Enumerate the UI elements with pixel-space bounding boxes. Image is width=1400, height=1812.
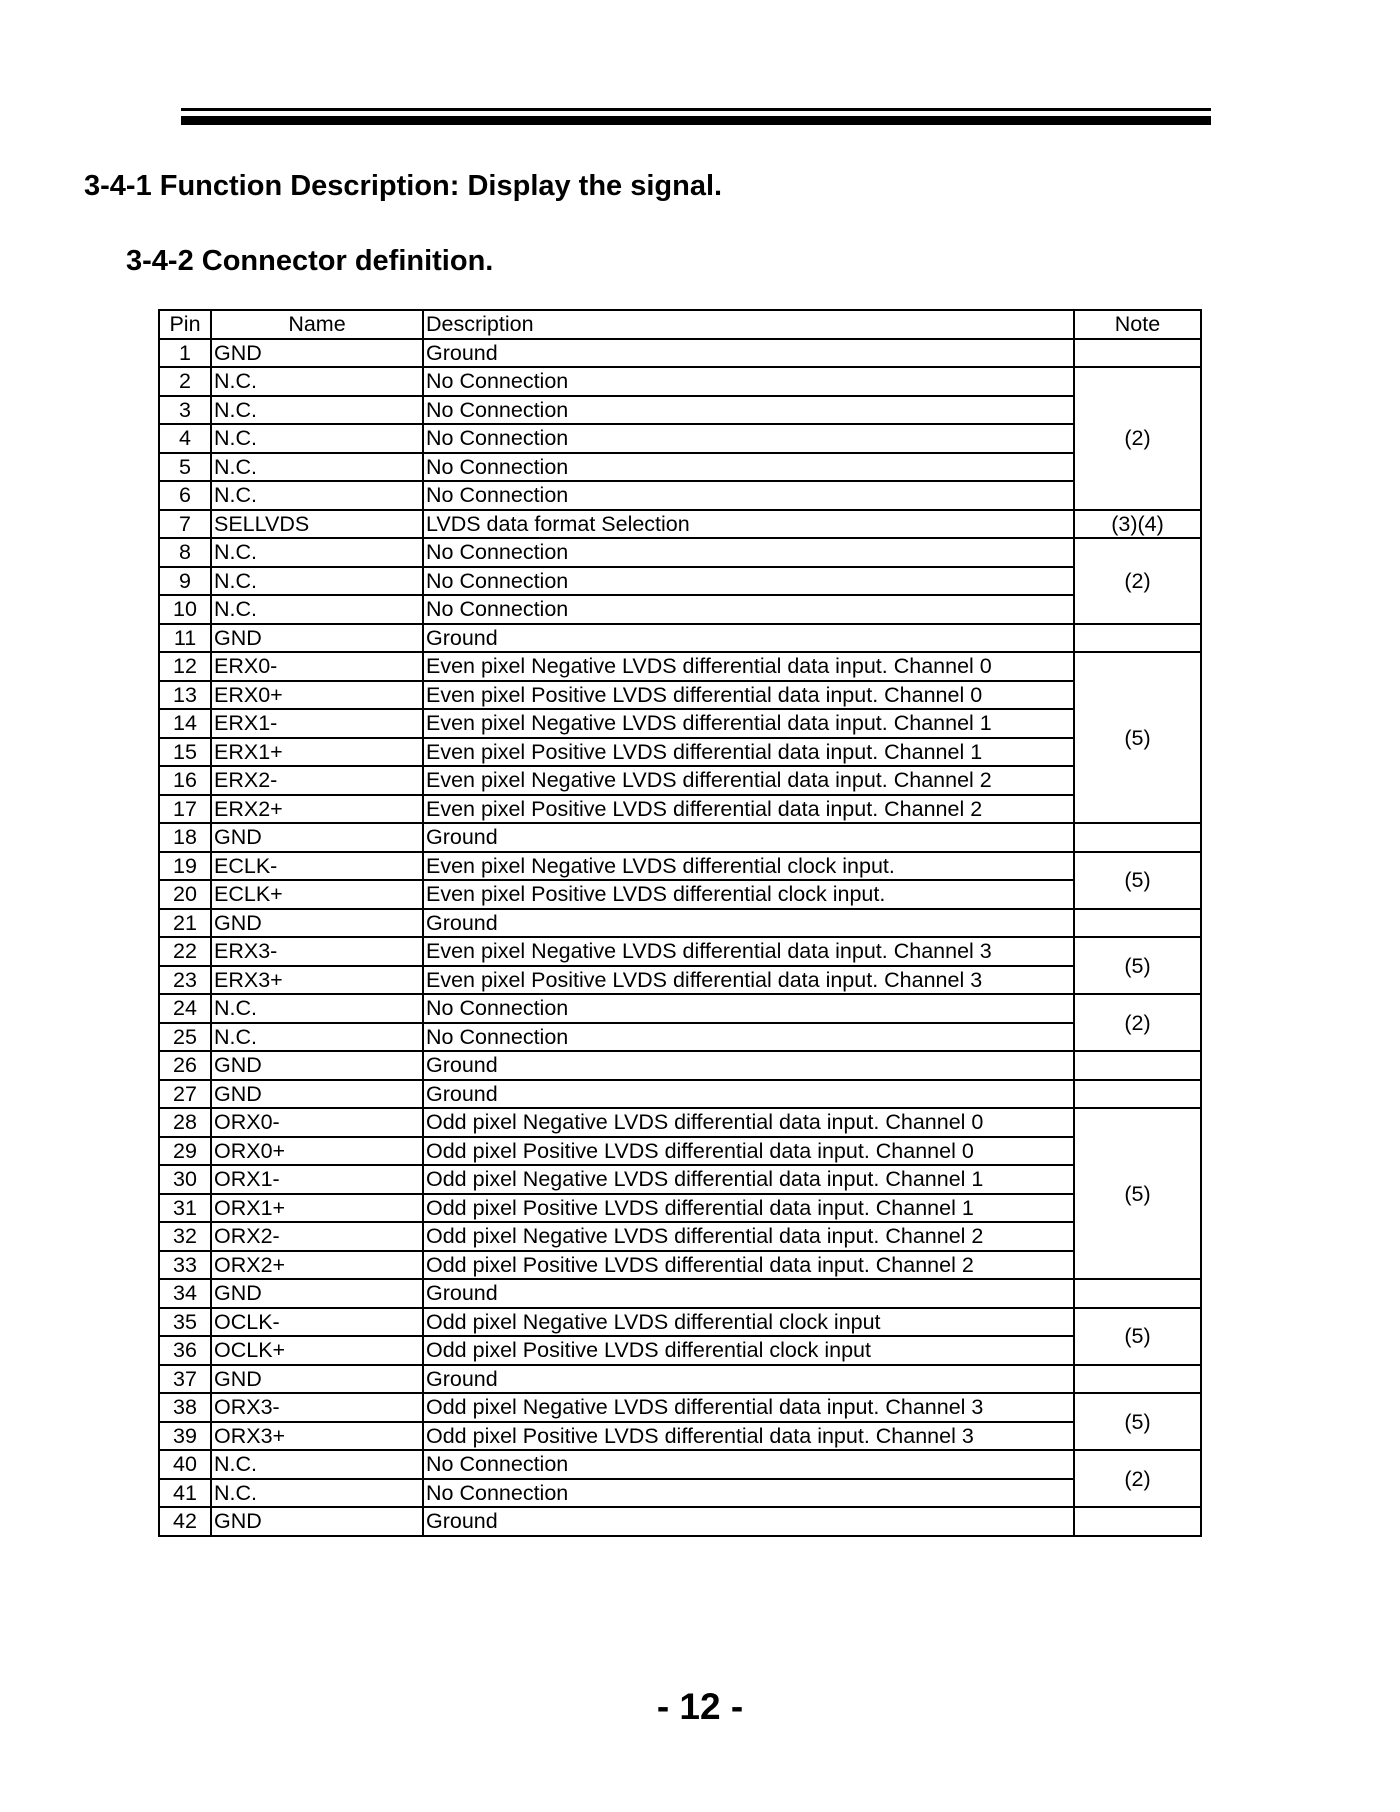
description-cell: Ground bbox=[423, 1080, 1074, 1109]
table-row bbox=[159, 1194, 1201, 1223]
pin-cell: 2 bbox=[159, 367, 211, 396]
pin-cell: 11 bbox=[159, 624, 211, 653]
pin-cell: 30 bbox=[159, 1165, 211, 1194]
name-cell: SELLVDS bbox=[211, 510, 423, 539]
description-cell: Ground bbox=[423, 624, 1074, 653]
table-body bbox=[159, 339, 1201, 1536]
note-cell bbox=[1074, 823, 1201, 852]
pin-cell: 17 bbox=[159, 795, 211, 824]
table-row bbox=[159, 1365, 1201, 1394]
name-cell: N.C. bbox=[211, 1450, 423, 1479]
name-cell: ORX0+ bbox=[211, 1137, 423, 1166]
description-cell: No Connection bbox=[423, 567, 1074, 596]
table-row bbox=[159, 1108, 1201, 1137]
name-cell: GND bbox=[211, 1051, 423, 1080]
name-cell: N.C. bbox=[211, 994, 423, 1023]
note-cell: (2) bbox=[1074, 538, 1201, 624]
pin-cell: 14 bbox=[159, 709, 211, 738]
pin-cell: 39 bbox=[159, 1422, 211, 1451]
note-cell: (2) bbox=[1074, 994, 1201, 1051]
description-cell: Ground bbox=[423, 1051, 1074, 1080]
description-cell: Even pixel Positive LVDS differential data input. Channel 3 bbox=[423, 966, 1074, 995]
subsection-title: 3-4-2 Connector definition. bbox=[126, 245, 494, 277]
name-cell: ERX0- bbox=[211, 652, 423, 681]
pin-cell: 29 bbox=[159, 1137, 211, 1166]
table-row bbox=[159, 1165, 1201, 1194]
note-cell: (5) bbox=[1074, 1308, 1201, 1365]
name-cell: N.C. bbox=[211, 567, 423, 596]
description-cell: Ground bbox=[423, 1365, 1074, 1394]
pin-cell: 23 bbox=[159, 966, 211, 995]
pin-cell: 32 bbox=[159, 1222, 211, 1251]
table-row bbox=[159, 880, 1201, 909]
name-cell: ERX2+ bbox=[211, 795, 423, 824]
note-cell bbox=[1074, 909, 1201, 938]
description-cell: Ground bbox=[423, 1507, 1074, 1536]
pin-cell: 21 bbox=[159, 909, 211, 938]
pin-cell: 12 bbox=[159, 652, 211, 681]
pin-cell: 41 bbox=[159, 1479, 211, 1508]
description-cell: Even pixel Positive LVDS differential data input. Channel 2 bbox=[423, 795, 1074, 824]
name-cell: N.C. bbox=[211, 481, 423, 510]
pin-cell: 24 bbox=[159, 994, 211, 1023]
description-cell: No Connection bbox=[423, 424, 1074, 453]
name-cell: GND bbox=[211, 1507, 423, 1536]
name-cell: OCLK+ bbox=[211, 1336, 423, 1365]
pin-cell: 35 bbox=[159, 1308, 211, 1337]
note-cell bbox=[1074, 1279, 1201, 1308]
pin-cell: 27 bbox=[159, 1080, 211, 1109]
header-rule-thin bbox=[181, 108, 1211, 111]
pin-cell: 13 bbox=[159, 681, 211, 710]
table-row bbox=[159, 567, 1201, 596]
table-row bbox=[159, 1507, 1201, 1536]
description-cell: Ground bbox=[423, 339, 1074, 368]
note-cell bbox=[1074, 1051, 1201, 1080]
table-row bbox=[159, 624, 1201, 653]
description-cell: LVDS data format Selection bbox=[423, 510, 1074, 539]
header-pin: Pin bbox=[159, 310, 211, 339]
table-row bbox=[159, 709, 1201, 738]
table-row bbox=[159, 966, 1201, 995]
table-row bbox=[159, 1336, 1201, 1365]
table-row bbox=[159, 595, 1201, 624]
pin-cell: 4 bbox=[159, 424, 211, 453]
table-row bbox=[159, 339, 1201, 368]
note-cell: (2) bbox=[1074, 1450, 1201, 1507]
name-cell: ERX1- bbox=[211, 709, 423, 738]
table-row bbox=[159, 909, 1201, 938]
table-row bbox=[159, 510, 1201, 539]
pin-cell: 19 bbox=[159, 852, 211, 881]
table-row bbox=[159, 852, 1201, 881]
note-cell bbox=[1074, 1080, 1201, 1109]
name-cell: ERX2- bbox=[211, 766, 423, 795]
table-row bbox=[159, 681, 1201, 710]
name-cell: ERX3+ bbox=[211, 966, 423, 995]
table-row bbox=[159, 1479, 1201, 1508]
name-cell: GND bbox=[211, 1279, 423, 1308]
table-row bbox=[159, 1051, 1201, 1080]
name-cell: N.C. bbox=[211, 1023, 423, 1052]
pin-cell: 9 bbox=[159, 567, 211, 596]
name-cell: N.C. bbox=[211, 1479, 423, 1508]
name-cell: ORX1+ bbox=[211, 1194, 423, 1223]
header-name: Name bbox=[211, 310, 423, 339]
pin-cell: 6 bbox=[159, 481, 211, 510]
pin-cell: 38 bbox=[159, 1393, 211, 1422]
table-row bbox=[159, 1279, 1201, 1308]
description-cell: Even pixel Negative LVDS differential data input. Channel 0 bbox=[423, 652, 1074, 681]
header-description: Description bbox=[423, 310, 1074, 339]
description-cell: No Connection bbox=[423, 1479, 1074, 1508]
note-cell: (5) bbox=[1074, 1108, 1201, 1279]
name-cell: ERX0+ bbox=[211, 681, 423, 710]
description-cell: Even pixel Positive LVDS differential data input. Channel 0 bbox=[423, 681, 1074, 710]
name-cell: OCLK- bbox=[211, 1308, 423, 1337]
name-cell: N.C. bbox=[211, 396, 423, 425]
table-row bbox=[159, 453, 1201, 482]
note-cell bbox=[1074, 624, 1201, 653]
pin-cell: 1 bbox=[159, 339, 211, 368]
note-cell bbox=[1074, 339, 1201, 368]
table-row bbox=[159, 1393, 1201, 1422]
table-row bbox=[159, 1308, 1201, 1337]
table-row bbox=[159, 424, 1201, 453]
table-row bbox=[159, 795, 1201, 824]
table-row bbox=[159, 766, 1201, 795]
description-cell: Ground bbox=[423, 909, 1074, 938]
note-cell: (5) bbox=[1074, 852, 1201, 909]
table-row bbox=[159, 1251, 1201, 1280]
pin-cell: 3 bbox=[159, 396, 211, 425]
pin-cell: 34 bbox=[159, 1279, 211, 1308]
connector-table bbox=[158, 309, 1202, 1537]
name-cell: GND bbox=[211, 339, 423, 368]
table-row bbox=[159, 538, 1201, 567]
note-cell: (2) bbox=[1074, 367, 1201, 510]
description-cell: No Connection bbox=[423, 367, 1074, 396]
pin-cell: 36 bbox=[159, 1336, 211, 1365]
name-cell: GND bbox=[211, 823, 423, 852]
table-row bbox=[159, 1137, 1201, 1166]
name-cell: GND bbox=[211, 909, 423, 938]
pin-cell: 20 bbox=[159, 880, 211, 909]
page-number: - 12 - bbox=[656, 1686, 744, 1727]
description-cell: Even pixel Negative LVDS differential data input. Channel 3 bbox=[423, 937, 1074, 966]
description-cell: Ground bbox=[423, 823, 1074, 852]
name-cell: ORX0- bbox=[211, 1108, 423, 1137]
description-cell: No Connection bbox=[423, 481, 1074, 510]
description-cell: No Connection bbox=[423, 453, 1074, 482]
description-cell: Even pixel Negative LVDS differential clock input. bbox=[423, 852, 1074, 881]
pin-cell: 28 bbox=[159, 1108, 211, 1137]
description-cell: Odd pixel Positive LVDS differential data input. Channel 0 bbox=[423, 1137, 1074, 1166]
header-rule-thick bbox=[181, 116, 1211, 125]
table-row bbox=[159, 738, 1201, 767]
section-title: 3-4-1 Function Description: Display the signal. bbox=[84, 170, 723, 202]
description-cell: Odd pixel Positive LVDS differential data input. Channel 3 bbox=[423, 1422, 1074, 1451]
pin-cell: 5 bbox=[159, 453, 211, 482]
table-row bbox=[159, 937, 1201, 966]
name-cell: N.C. bbox=[211, 453, 423, 482]
name-cell: ORX2+ bbox=[211, 1251, 423, 1280]
description-cell: Even pixel Positive LVDS differential clock input. bbox=[423, 880, 1074, 909]
description-cell: Odd pixel Negative LVDS differential clock input bbox=[423, 1308, 1074, 1337]
pin-cell: 37 bbox=[159, 1365, 211, 1394]
pin-cell: 15 bbox=[159, 738, 211, 767]
table-row bbox=[159, 1222, 1201, 1251]
description-cell: No Connection bbox=[423, 538, 1074, 567]
table-row bbox=[159, 823, 1201, 852]
pin-cell: 31 bbox=[159, 1194, 211, 1223]
name-cell: ECLK+ bbox=[211, 880, 423, 909]
table-row bbox=[159, 1422, 1201, 1451]
description-cell: Odd pixel Negative LVDS differential data input. Channel 0 bbox=[423, 1108, 1074, 1137]
pin-cell: 33 bbox=[159, 1251, 211, 1280]
pin-cell: 26 bbox=[159, 1051, 211, 1080]
name-cell: ORX3+ bbox=[211, 1422, 423, 1451]
table-row bbox=[159, 396, 1201, 425]
pin-cell: 42 bbox=[159, 1507, 211, 1536]
pin-cell: 7 bbox=[159, 510, 211, 539]
name-cell: N.C. bbox=[211, 367, 423, 396]
table-header-row bbox=[159, 310, 1201, 339]
name-cell: ECLK- bbox=[211, 852, 423, 881]
name-cell: ERX3- bbox=[211, 937, 423, 966]
name-cell: GND bbox=[211, 624, 423, 653]
note-cell bbox=[1074, 1365, 1201, 1394]
note-cell: (5) bbox=[1074, 1393, 1201, 1450]
table-row bbox=[159, 652, 1201, 681]
name-cell: ERX1+ bbox=[211, 738, 423, 767]
description-cell: Odd pixel Positive LVDS differential data input. Channel 1 bbox=[423, 1194, 1074, 1223]
note-cell: (3)(4) bbox=[1074, 510, 1201, 539]
name-cell: N.C. bbox=[211, 424, 423, 453]
description-cell: Even pixel Positive LVDS differential data input. Channel 1 bbox=[423, 738, 1074, 767]
table-row bbox=[159, 1450, 1201, 1479]
name-cell: GND bbox=[211, 1080, 423, 1109]
description-cell: Even pixel Negative LVDS differential data input. Channel 2 bbox=[423, 766, 1074, 795]
pin-cell: 16 bbox=[159, 766, 211, 795]
description-cell: Even pixel Negative LVDS differential data input. Channel 1 bbox=[423, 709, 1074, 738]
description-cell: No Connection bbox=[423, 994, 1074, 1023]
table-row bbox=[159, 1023, 1201, 1052]
table-row bbox=[159, 481, 1201, 510]
note-cell: (5) bbox=[1074, 652, 1201, 823]
description-cell: Ground bbox=[423, 1279, 1074, 1308]
name-cell: ORX2- bbox=[211, 1222, 423, 1251]
description-cell: No Connection bbox=[423, 595, 1074, 624]
name-cell: GND bbox=[211, 1365, 423, 1394]
pin-cell: 40 bbox=[159, 1450, 211, 1479]
name-cell: ORX1- bbox=[211, 1165, 423, 1194]
description-cell: Odd pixel Positive LVDS differential data input. Channel 2 bbox=[423, 1251, 1074, 1280]
description-cell: Odd pixel Negative LVDS differential data input. Channel 1 bbox=[423, 1165, 1074, 1194]
header-note: Note bbox=[1074, 310, 1201, 339]
pin-cell: 22 bbox=[159, 937, 211, 966]
description-cell: No Connection bbox=[423, 1450, 1074, 1479]
description-cell: Odd pixel Positive LVDS differential clock input bbox=[423, 1336, 1074, 1365]
note-cell bbox=[1074, 1507, 1201, 1536]
table-row bbox=[159, 1080, 1201, 1109]
table-row bbox=[159, 994, 1201, 1023]
name-cell: N.C. bbox=[211, 595, 423, 624]
note-cell: (5) bbox=[1074, 937, 1201, 994]
description-cell: Odd pixel Negative LVDS differential data input. Channel 2 bbox=[423, 1222, 1074, 1251]
description-cell: No Connection bbox=[423, 1023, 1074, 1052]
description-cell: Odd pixel Negative LVDS differential data input. Channel 3 bbox=[423, 1393, 1074, 1422]
name-cell: N.C. bbox=[211, 538, 423, 567]
pin-cell: 10 bbox=[159, 595, 211, 624]
pin-cell: 8 bbox=[159, 538, 211, 567]
pin-cell: 18 bbox=[159, 823, 211, 852]
name-cell: ORX3- bbox=[211, 1393, 423, 1422]
table-row bbox=[159, 367, 1201, 396]
pin-cell: 25 bbox=[159, 1023, 211, 1052]
description-cell: No Connection bbox=[423, 396, 1074, 425]
